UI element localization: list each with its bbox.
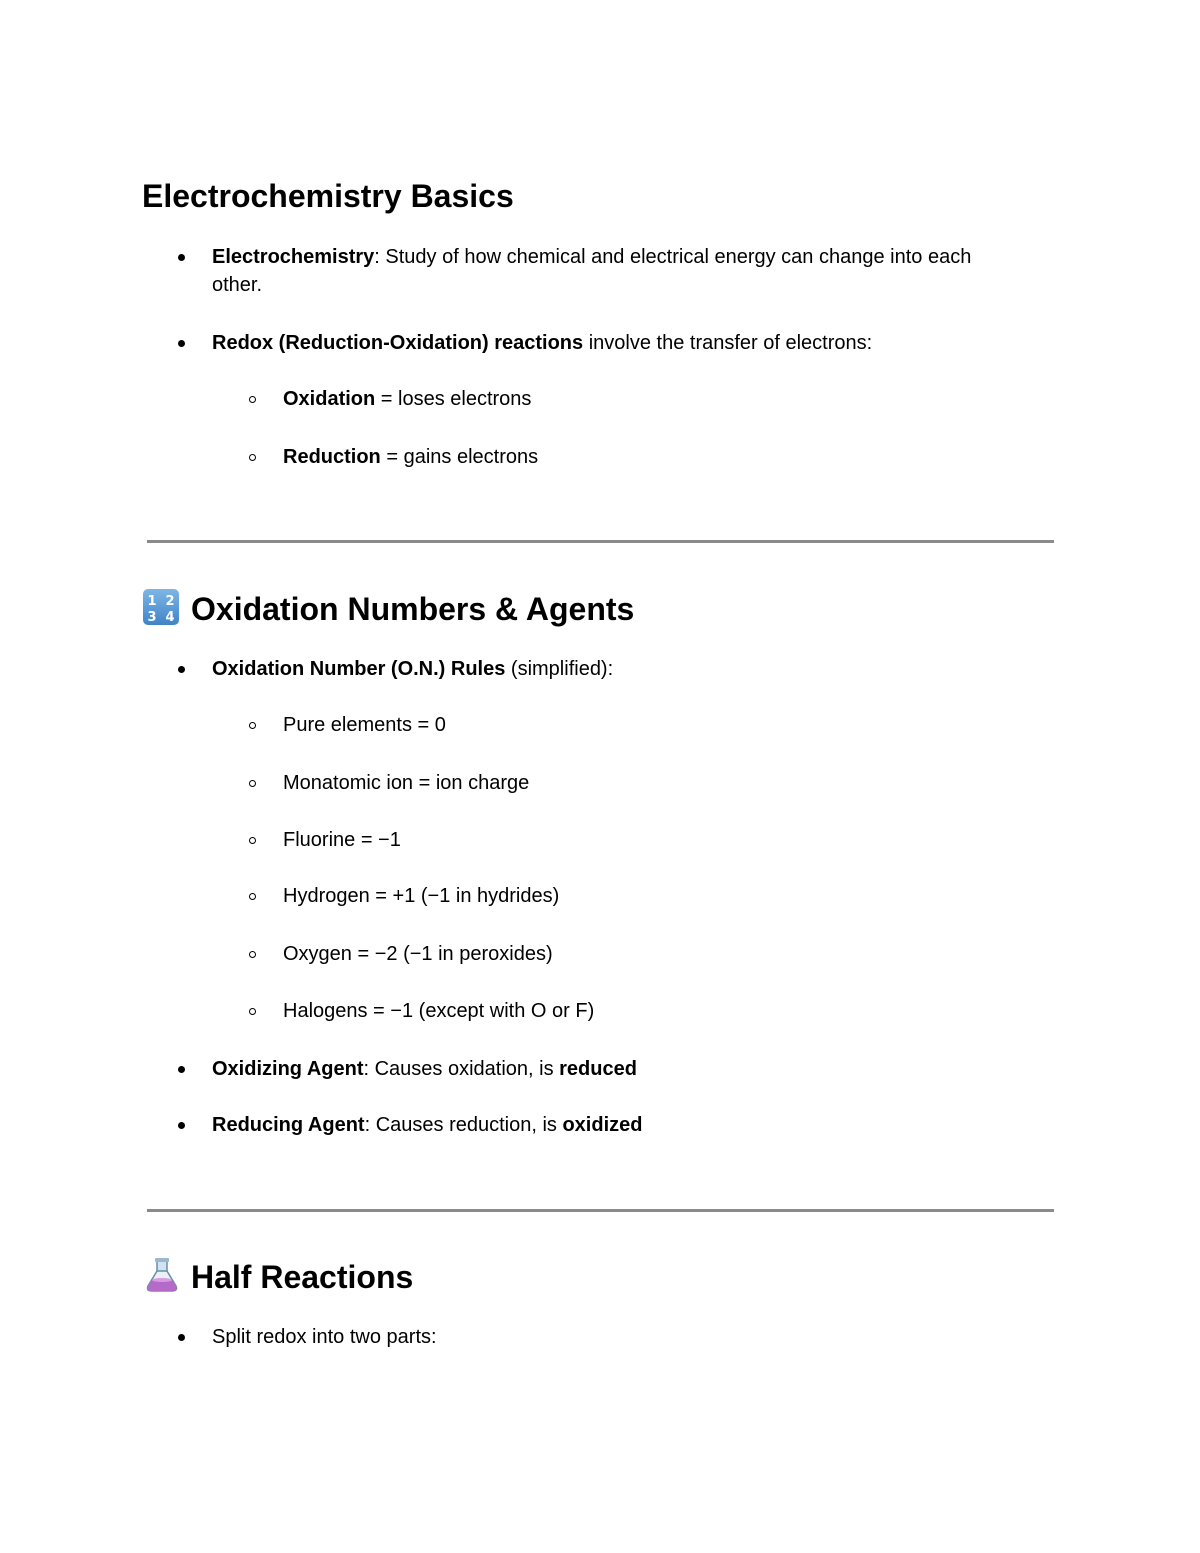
- heading-half-reactions: [142, 1256, 413, 1303]
- sub-bullet: [249, 722, 256, 729]
- list-item-oxidizing-agent: [212, 1055, 637, 1083]
- heading-oxidation-numbers: [142, 588, 634, 635]
- sub-bullet: [249, 780, 256, 787]
- definition-text: = loses electrons: [375, 388, 532, 410]
- list-item-electrochemistry: [212, 243, 971, 271]
- horizontal-divider: [147, 540, 1054, 543]
- definition-text: : Study of how chemical and electrical energy can change into each: [374, 246, 972, 268]
- rule-item: Pure elements = 0: [283, 714, 446, 736]
- list-item-split-redox: Split redox into two parts:: [212, 1326, 437, 1348]
- rule-item: Monatomic ion = ion charge: [283, 772, 530, 794]
- term-on-rules: Oxidation Number (O.N.) Rules: [212, 658, 506, 680]
- sub-item-oxidation: [283, 385, 531, 413]
- list-item-on-rules: [212, 655, 613, 683]
- bullet: [178, 340, 185, 347]
- sub-bullet: [249, 893, 256, 900]
- emphasis-reduced: reduced: [559, 1058, 637, 1080]
- horizontal-divider: [147, 1209, 1054, 1212]
- term-electrochemistry: Electrochemistry: [212, 246, 375, 268]
- list-item-redox: [212, 329, 872, 357]
- definition-text: (simplified):: [505, 658, 614, 680]
- svg-text:1: 1: [147, 594, 157, 609]
- sub-bullet: [249, 454, 256, 461]
- term-reduction: Reduction: [283, 446, 381, 468]
- svg-text:4: 4: [165, 610, 175, 625]
- heading-electrochemistry-basics: Electrochemistry Basics: [142, 178, 514, 214]
- heading-text: Half Reactions: [191, 1258, 414, 1295]
- heading-text: Oxidation Numbers & Agents: [191, 590, 635, 627]
- flask-icon: [142, 1256, 180, 1303]
- emphasis-oxidized: oxidized: [562, 1114, 643, 1136]
- definition-text: : Causes oxidation, is: [363, 1058, 560, 1080]
- term-redox: Redox (Reduction-Oxidation) reactions: [212, 332, 584, 354]
- list-item-reducing-agent: [212, 1111, 642, 1139]
- rule-item: Halogens = −1 (except with O or F): [283, 1000, 595, 1022]
- rule-item: Fluorine = −1: [283, 829, 401, 851]
- sub-bullet: [249, 1008, 256, 1015]
- sub-bullet: [249, 837, 256, 844]
- sub-item-reduction: [283, 443, 538, 471]
- definition-text: = gains electrons: [380, 446, 539, 468]
- bullet: [178, 1122, 185, 1129]
- sub-bullet: [249, 396, 256, 403]
- bullet: [178, 666, 185, 673]
- sub-bullet: [249, 951, 256, 958]
- definition-text: : Causes reduction, is: [364, 1114, 563, 1136]
- input-numbers-icon: [142, 588, 180, 635]
- rule-item: Oxygen = −2 (−1 in peroxides): [283, 943, 553, 965]
- svg-text:3: 3: [147, 610, 157, 625]
- bullet: [178, 1066, 185, 1073]
- list-item-continuation: other.: [212, 274, 263, 296]
- term-reducing-agent: Reducing Agent: [212, 1114, 365, 1136]
- definition-text: involve the transfer of electrons:: [583, 332, 873, 354]
- svg-text:2: 2: [165, 594, 175, 609]
- term-oxidizing-agent: Oxidizing Agent: [212, 1058, 364, 1080]
- bullet: [178, 254, 185, 261]
- bullet: [178, 1334, 185, 1341]
- term-oxidation: Oxidation: [283, 388, 376, 410]
- rule-item: Hydrogen = +1 (−1 in hydrides): [283, 885, 560, 907]
